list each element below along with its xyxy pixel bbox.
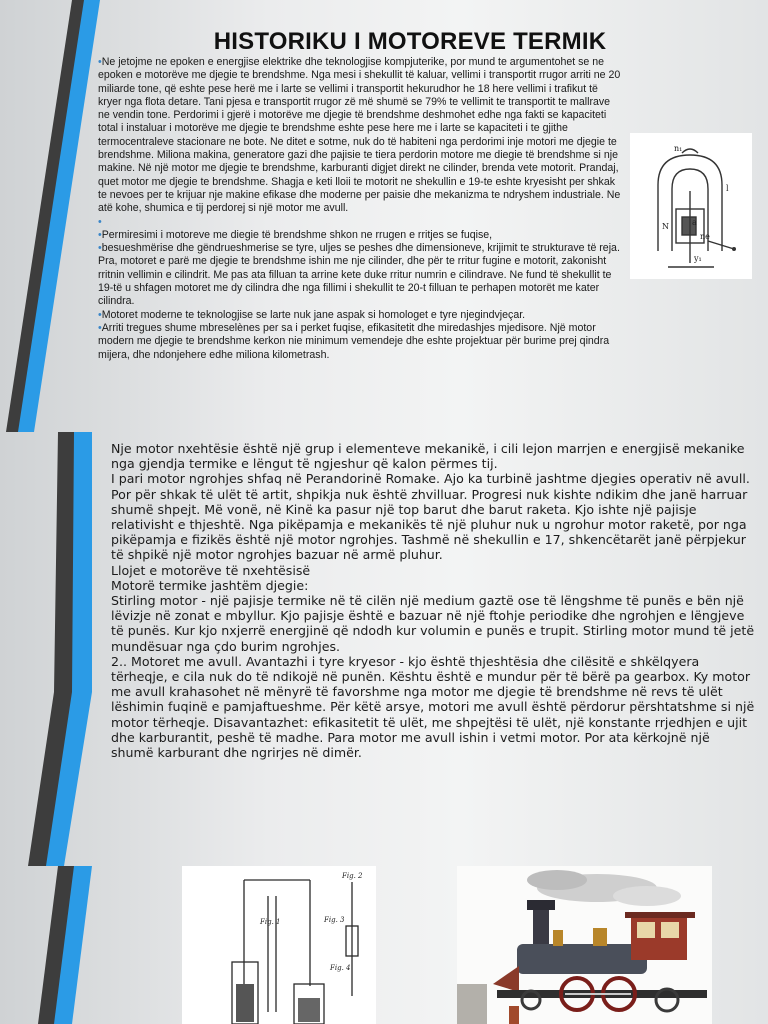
figure-label: Fig. 2	[342, 872, 363, 880]
paragraph: Motorë termike jashtëm djegie:	[111, 577, 309, 593]
slide-2	[0, 432, 768, 866]
paragraph: •Permiresimi i motoreve me diegie të brendshme shkon ne rrugen e rritjes se fuqise,	[98, 228, 493, 241]
paragraph: Stirling motor - një pajisje termike në të cilën një medium gaztë ose të lëngshme të punës e bën një lëvizje në zonat e mbyllur. Kjo pajisje është e bazuar në një ftohje periodike dhe ngrohjen e lëngjeve të punës. Kur kjo nxjerrë energjinë që ndodh kur volumin e punës e trupit. Stirling motor mund të jetë mundësuar nga çdo burim ngrohjes.	[111, 593, 755, 654]
figure-label: N	[662, 222, 669, 231]
paragraph: •Ne jetojme ne epoken e energjise elektrike dhe teknologjise kompjuterike, por mund te argumentohet se ne epoken e motorëve me djegie te brendshme. Nga mesi i shekullit të kaluar, vellimi i transportit rrugor arriti ne 20 miliarde tone, që eshte pese herë me i larte se vellimi i transportit hekurudhor he 18 here vellimi i trafikut të kryer nga flota detare. Tani pjesa e transportit rrugor zë më shumë se 79% te vellimit te transportit te mallrave ne vendin tone. Perdorimi i gjerë i motorëve me djegie të brendshme deshmohet edhe nga fakti se kapaciteti total i instaluar i motorëve me djegie te brendshme eshte pese here me i larte se kapaciteti i te gjithe termocentraleve stacionare ne bote. Ne ditet e sotme, nuk do të habiteni nga perdorimi inje motori me djegie te brendshme. Miliona makina, generatore gazi dhe pajisie te tiera perdorin motore me diegie të brendshme si nje makine. Në një motor me djegie te brendshme, karburanti digjet direkt ne cilinder, brenda vete motorit. Prandaj, quet motor me djegie te brendshme. Shagja e keti lloii te motorit ne shekullin e 19-te eshte kryesisht per shkak te nevoes per te krijuar nje makine efikase dhe moderne per paisie dhe mekanizma te ndryshem industriale. Ne atë kohe, shumica e tij perdorej si një motor me avull.	[98, 56, 621, 215]
slide-title: HISTORIKU I MOTOREVE TERMIK	[213, 28, 607, 55]
figure-label: a	[692, 218, 697, 227]
bullet-dot-icon: •	[98, 308, 102, 321]
bullet-dot-icon: •	[98, 242, 102, 255]
bullet-dot-icon: •	[98, 228, 102, 241]
figure-label: ne	[700, 232, 710, 241]
paragraph	[98, 216, 623, 229]
bullet-dot-icon: •	[98, 215, 102, 228]
slide-2-body	[111, 441, 756, 760]
figure-label: Fig. 1	[260, 918, 281, 926]
paragraph: I pari motor ngrohjes shfaq në Perandorinë Romake. Ajo ka turbinë jashtme djegies operativ në avull. Por për shkak të ulët të artit, shpikja nuk është zhvilluar. Progresi nuk kishte ndikim dhe janë harruar shumë shpejt. Më vonë, në Kinë ka pasur një top barut dhe barut raketa. Kjo ishte një pajisje relativisht e thjeshtë. Nga pikëpamja e mekanikës të një pluhur nuk u ngrohur motor raketë, por nga pikëpamja e fizikës është një motor ngrohjes. Tashmë në shekullin e 17, shkencëtarët janë përpjekur të shpikë një motor ngrohjes bazuar në armë pluhur.	[111, 471, 750, 563]
paragraph: •besueshmërise dhe gëndrueshmerise se tyre, uljes se peshes dhe dimensioneve, krijimit te strukturave të reja. Pra, motoret e parë me djegie te brendshme ishin me nje cilinder, dhe për te rritur fugine e motorit, zakonisht rritnin vellimin e cilindrit. Me pas ata filluan ta arrine kete duke rritur numrin e cilindrave. Ne fund të shekullit te 19-të u shfagen motoret me dy cilindra dhe nga fillimi i shekullit te 20-t filluan te perhapen motorët me kater cilindra.	[98, 242, 620, 308]
paragraph: •Motoret moderne te teknologjise se larte nuk jane aspak si homologet e tyre njegindvjeçar.	[98, 308, 526, 321]
paragraph: 2.. Motoret me avull. Avantazhi i tyre kryesor - kjo është thjeshtësia dhe cilësitë e shkëlqyera tërheqje, e cila nuk do të ndikojë në punën. Kështu është e mundur për të bërë pa gearbox. Ky motor me avull krahasohet në mënyrë të favorshme nga motor me djegie të brendshme në revs të ulët lëshimin fuqinë e pamjaftueshme. Për këtë arsye, motori me avull është përdorur përshtatshme si një motor tërheqje. Disavantazhet: efikasitetit të ulët, me shpejtësi të ulët, një konstante rrjedhjen e ujit dhe karburantit, peshë të madhe. Para motor me avull ishin i vetmi motor. Por ata kërkojnë një shumë karburant dhe ngrirjes në dimër.	[111, 653, 755, 761]
figure-label: n₁	[674, 144, 683, 153]
decorative-stripes	[0, 432, 110, 866]
slide-3	[0, 866, 768, 1024]
paragraph: Nje motor nxehtësie është një grup i elementeve mekanikë, i cili lejon marrjen e energjisë mekanike nga gjendja termike e lëngut të ngjeshur që kalon përmes tij.	[111, 441, 745, 472]
slide-1	[0, 0, 768, 432]
decorative-stripes	[0, 0, 110, 432]
figure-label: Fig. 4	[330, 964, 351, 972]
figure-label: Fig. 3	[324, 916, 345, 924]
figure-label: y₁	[694, 254, 702, 263]
decorative-stripes	[0, 866, 110, 1024]
paragraph: •Arriti tregues shume mbreselènes per sa i perket fuqise, efikasitetit dhe miredashjes mjedisore. Një motor modern me djegie te brendshme kerkon nie minimum vemendeje dhe eshte projektuar për burime prej qindra mijera, dhe ndonjehere edhe miliona kilometrash.	[98, 321, 610, 361]
bullet-dot-icon: •	[98, 56, 102, 68]
paragraph: Llojet e motorëve të nxehtësisë	[111, 562, 311, 578]
steam-locomotive-illustration	[457, 866, 712, 1024]
apparatus-sketch-figure	[182, 866, 376, 1024]
slide-1-body	[98, 56, 623, 362]
figure-label: l	[726, 184, 729, 193]
engine-diagram-figure	[630, 133, 752, 279]
bullet-dot-icon: •	[98, 321, 102, 334]
